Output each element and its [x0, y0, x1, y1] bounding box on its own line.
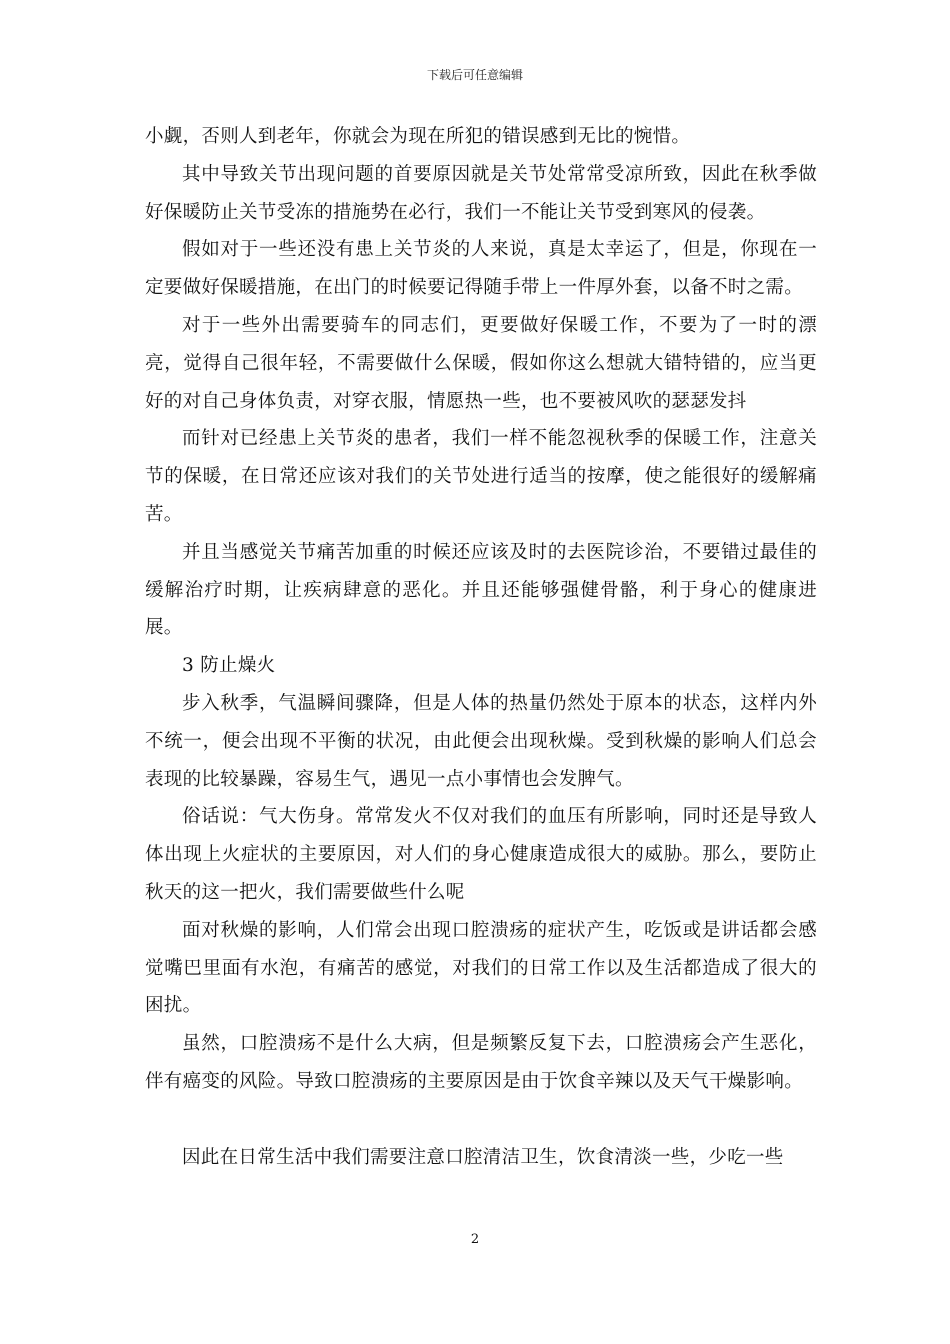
paragraph: 对于一些外出需要骑车的同志们，更要做好保暖工作，不要为了一时的漂亮，觉得自己很年轻，不需要做什么保暖，假如你这么想就大错特错的，应当更好的对自己身体负责，对穿衣服，情愿热一些，也不要被风吹的瑟瑟发抖 [145, 314, 817, 412]
paragraph: 小觑，否则人到老年，你就会为现在所犯的错误感到无比的惋惜。 [145, 126, 691, 147]
paragraph: 面对秋燥的影响，人们常会出现口腔溃疡的症状产生，吃饭或是讲话都会感觉嘴巴里面有水泡，有痛苦的感觉，对我们的日常工作以及生活都造成了很大的困扰。 [145, 919, 817, 1017]
paragraph: 而针对已经患上关节炎的患者，我们一样不能忽视秋季的保暖工作，注意关节的保暖，在日常还应该对我们的关节处进行适当的按摩，使之能很好的缓解痛苦。 [145, 428, 817, 525]
paragraph: 俗话说：气大伤身。常常发火不仅对我们的血压有所影响，同时还是导致人体出现上火症状的主要原因，对人们的身心健康造成很大的威胁。那么，要防止秋天的这一把火，我们需要做些什么呢 [145, 806, 817, 903]
paragraph: 步入秋季，气温瞬间骤降，但是人体的热量仍然处于原本的状态，这样内外不统一，便会出现不平衡的状况，由此便会出现秋燥。受到秋燥的影响人们总会表现的比较暴躁，容易生气，遇见一点小事情也会发脾气。 [145, 692, 817, 790]
page-header: 下载后可任意编辑 [426, 68, 523, 82]
paragraph: 假如对于一些还没有患上关节炎的人来说，真是太幸运了，但是，你现在一定要做好保暖措施，在出门的时候要记得随手带上一件厚外套，以备不时之需。 [145, 239, 817, 299]
paragraph: 虽然，口腔溃疡不是什么大病，但是频繁反复下去，口腔溃疡会产生恶化，伴有癌变的风险。导致口腔溃疡的主要原因是由于饮食辛辣以及天气干燥影响。 [145, 1033, 817, 1092]
document-body [145, 118, 817, 1176]
paragraph: 其中导致关节出现问题的首要原因就是关节处常常受凉所致，因此在秋季做好保暖防止关节受冻的措施势在必行，我们一不能让关节受到寒风的侵袭。 [145, 163, 817, 223]
section-heading: 3 防止燥火 [182, 655, 276, 677]
paragraph: 因此在日常生活中我们需要注意口腔清洁卫生，饮食清淡一些，少吃一些 [182, 1146, 784, 1168]
page-number: 2 [470, 1232, 480, 1247]
paragraph: 并且当感觉关节痛苦加重的时候还应该及时的去医院诊治，不要错过最佳的缓解治疗时期，让疾病肆意的恶化。并且还能够强健骨骼，利于身心的健康进展。 [145, 541, 817, 639]
